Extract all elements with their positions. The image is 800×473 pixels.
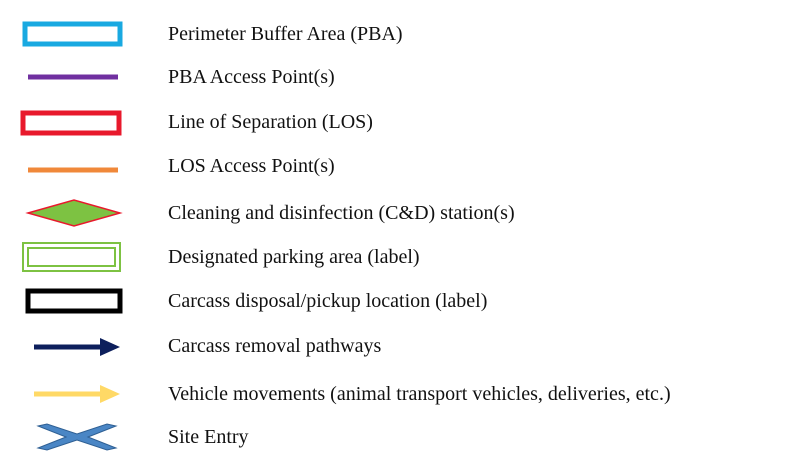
cyan-rectangle-outline-icon	[0, 14, 150, 54]
legend-item-carcass-location	[0, 281, 800, 321]
green-double-rectangle-icon	[0, 237, 150, 277]
legend-item-vehicle-movements	[0, 374, 800, 414]
black-rectangle-outline-icon	[0, 281, 150, 321]
legend-label: PBA Access Point(s)	[168, 66, 335, 88]
legend-item-parking	[0, 237, 800, 277]
legend-item-pba-access	[0, 57, 800, 97]
legend-label: Carcass disposal/pickup location (label)	[168, 290, 488, 312]
legend-label: Line of Separation (LOS)	[168, 111, 373, 133]
legend-item-pba	[0, 14, 800, 54]
legend-label: Carcass removal pathways	[168, 335, 382, 357]
legend-label: Vehicle movements (animal transport vehicles, deliveries, etc.)	[168, 383, 671, 405]
orange-line-icon	[0, 146, 150, 186]
legend-label: LOS Access Point(s)	[168, 155, 335, 177]
navy-arrow-icon	[0, 326, 150, 366]
legend-item-carcass-pathway	[0, 326, 800, 366]
legend-item-cd-station	[0, 193, 800, 233]
legend-item-site-entry	[0, 417, 800, 457]
legend-label: Designated parking area (label)	[168, 246, 420, 268]
red-rectangle-outline-icon	[0, 102, 150, 142]
purple-line-icon	[0, 57, 150, 97]
yellow-arrow-icon	[0, 374, 150, 414]
legend-label: Perimeter Buffer Area (PBA)	[168, 23, 403, 45]
legend-item-los	[0, 102, 800, 142]
blue-x-icon	[0, 417, 150, 457]
green-diamond-icon	[0, 193, 150, 233]
legend-item-los-access	[0, 146, 800, 186]
legend-label: Cleaning and disinfection (C&D) station(s)	[168, 202, 515, 224]
legend-label: Site Entry	[168, 426, 249, 448]
